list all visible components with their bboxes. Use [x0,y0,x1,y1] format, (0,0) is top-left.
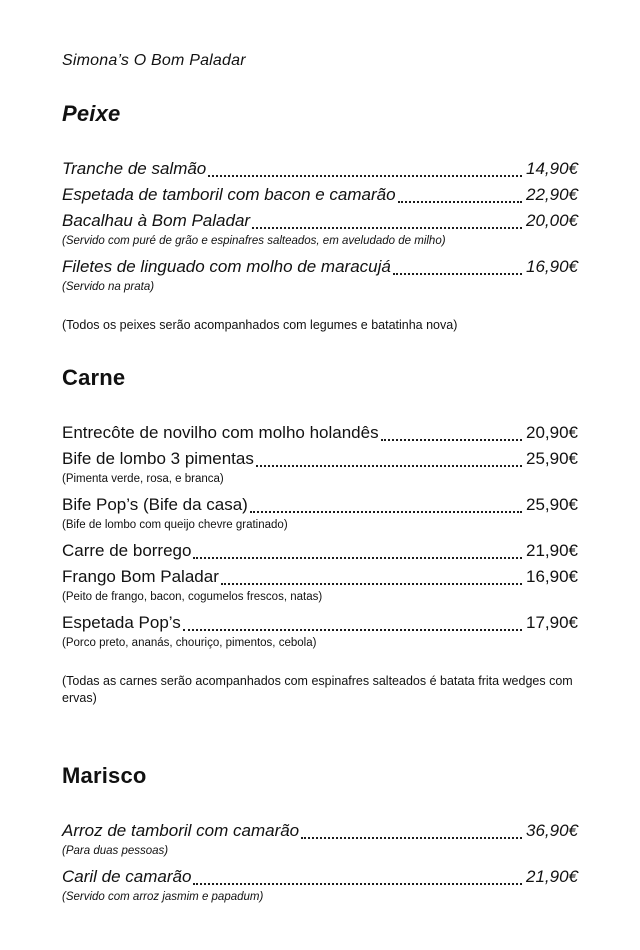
menu-item-list [62,818,578,904]
menu-item-row [62,420,578,446]
menu-item-row [62,818,578,844]
dot-leader [193,883,522,885]
item-name: Bife Pop’s (Bife da casa) [62,495,248,514]
item-name: Tranche de salmão [62,159,207,178]
section-heading: Marisco [62,763,147,788]
item-note: (Servido com arroz jasmim e papadum) [62,891,264,903]
item-name: Bife de lombo 3 pimentas [62,449,254,468]
dot-leader [301,837,522,839]
item-name: Entrecôte de novilho com molho holandês [62,423,379,442]
dot-leader [221,583,522,585]
section-marisco [62,763,578,904]
dot-leader [252,227,522,229]
item-name: Filetes de linguado com molho de maracujá [62,257,391,276]
item-name: Caril de camarão [62,867,192,886]
item-name: Espetada Pop’s [62,613,181,632]
menu-item-row [62,864,578,890]
item-name: Arroz de tamboril com camarão [62,821,300,840]
menu-sections [62,101,578,904]
menu-item-row [62,254,578,280]
menu-item-list [62,420,578,650]
item-price: 36,90€ [526,821,578,840]
menu-item-row [62,156,578,182]
item-price: 21,90€ [526,867,578,886]
section-footnote: (Todos os peixes serão acompanhados com legumes e batatinha nova) [62,318,458,332]
item-price: 17,90€ [526,613,578,632]
menu-item-row [62,538,578,564]
item-price: 16,90€ [526,257,578,276]
dot-leader [398,201,522,203]
item-price: 16,90€ [526,567,578,586]
menu-item-list [62,156,578,294]
dot-leader [250,511,522,513]
item-price: 21,90€ [526,541,578,560]
item-note: (Para duas pessoas) [62,845,169,857]
section-heading: Peixe [62,101,121,126]
item-price: 25,90€ [526,495,578,514]
dot-leader [256,465,522,467]
menu-item-row [62,446,578,472]
item-note: (Servido na prata) [62,281,155,293]
item-note: (Bife de lombo com queijo chevre gratinado) [62,519,288,531]
item-price: 22,90€ [526,185,578,204]
item-note: (Servido com puré de grão e espinafres salteados, em aveludado de milho) [62,235,446,247]
dot-leader [208,175,522,177]
dot-leader [193,557,522,559]
item-price: 14,90€ [526,159,578,178]
dot-leader [183,629,522,631]
item-name: Frango Bom Paladar [62,567,219,586]
dot-leader [393,273,522,275]
section-peixe [62,101,578,334]
item-name: Bacalhau à Bom Paladar [62,211,251,230]
menu-item-row [62,492,578,518]
dot-leader [381,439,522,441]
section-heading: Carne [62,365,126,390]
item-name: Espetada de tamboril com bacon e camarão [62,185,396,204]
page-title: Simona’s O Bom Paladar [62,52,246,69]
item-note: (Porco preto, ananás, chouriço, pimentos, cebola) [62,637,317,649]
item-name: Carre de borrego [62,541,192,560]
menu-item-row [62,610,578,636]
item-price: 20,90€ [526,423,578,442]
section-carne [62,365,578,707]
menu-item-row [62,182,578,208]
item-price: 20,00€ [526,211,578,230]
item-note: (Pimenta verde, rosa, e branca) [62,473,224,485]
item-price: 25,90€ [526,449,578,468]
section-footnote: (Todas as carnes serão acompanhados com espinafres salteados é batata frita wedges com ervas) [62,674,573,705]
item-note: (Peito de frango, bacon, cogumelos frescos, natas) [62,591,323,603]
menu-item-row [62,208,578,234]
menu-item-row [62,564,578,590]
